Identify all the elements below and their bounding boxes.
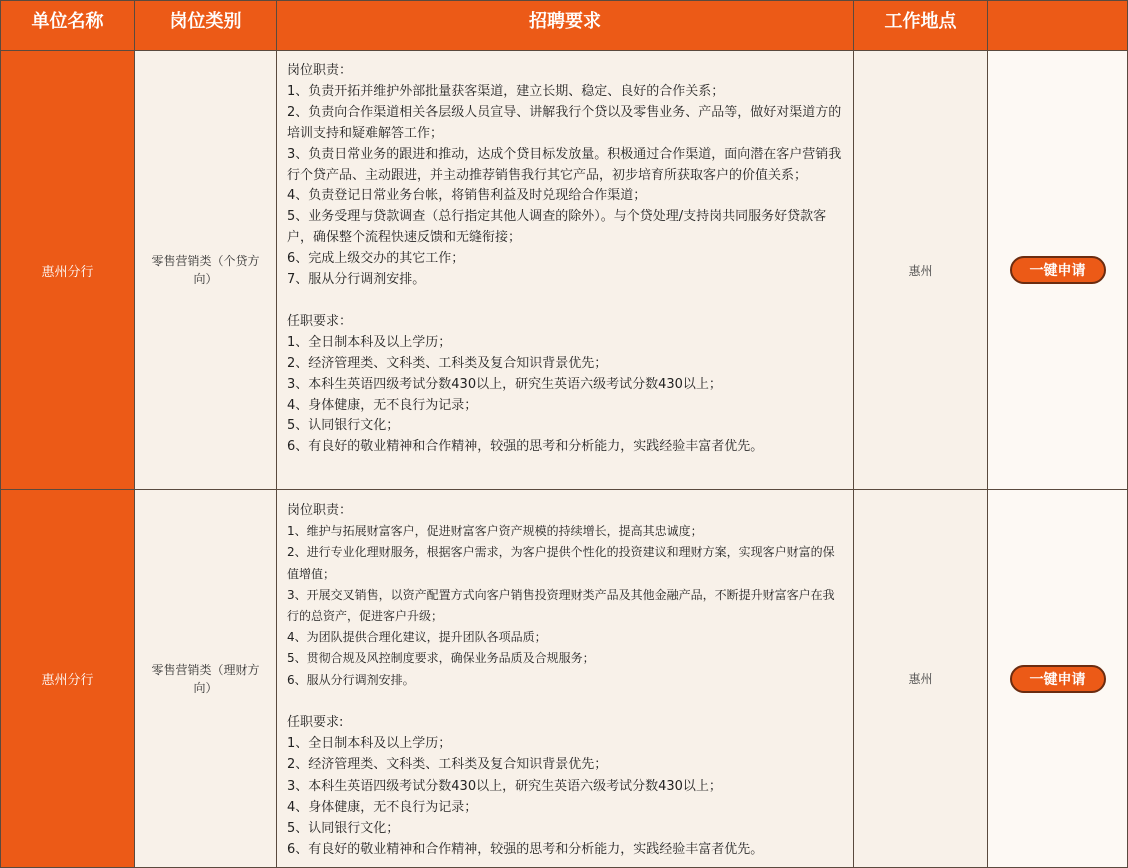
row-1-location: 惠州 (853, 50, 988, 490)
apply-button[interactable]: 一键申请 (1010, 665, 1106, 693)
requirement-line: 1、全日制本科及以上学历； (287, 334, 452, 350)
requirement-line: 岗位职责： (287, 63, 353, 78)
requirement-line: 4、为团队提供合理化建议，提升团队各项品质； (287, 630, 547, 645)
requirement-line: 2、经济管理类、文科类、工科类及复合知识背景优先； (287, 757, 608, 773)
requirement-line: 2、负责向合作渠道相关各层级人员宣导、讲解我行个贷以及零售业务、产品等，做好对渠道方的培训支持和疑难解答工作； (287, 104, 842, 141)
header-location: 工作地点 (853, 0, 988, 51)
row-1-org: 惠州分行 (0, 50, 135, 490)
requirement-line: 5、业务受理与贷款调查（总行指定其他人调查的除外）。与个贷处理/支持岗共同服务好贷款客户，确保整个流程快速反馈和无缝衔接； (287, 209, 827, 246)
header-category: 岗位类别 (134, 0, 277, 51)
row-1-requirements (276, 50, 854, 490)
row-1-requirements-list (287, 61, 843, 458)
requirement-line: 任职要求: (287, 715, 344, 731)
requirement-line: 4、负责登记日常业务台帐，将销售利益及时兑现给合作渠道； (287, 188, 647, 204)
requirement-line: 1、全日制本科及以上学历； (287, 736, 452, 752)
header-apply (987, 0, 1128, 51)
requirement-line: 3、本科生英语四级考试分数430以上，研究生英语六级考试分数430以上； (287, 376, 722, 392)
requirement-line (287, 291, 843, 312)
requirement-line: 1、维护与拓展财富客户，促进财富客户资产规模的持续增长，提高其忠诚度； (287, 524, 703, 539)
header-org: 单位名称 (0, 0, 135, 51)
row-2-requirements-list (287, 500, 843, 860)
requirement-line: 5、贯彻合规及风控制度要求，确保业务品质及合规服务； (287, 651, 595, 666)
header-requirements: 招聘要求 (276, 0, 854, 51)
apply-button[interactable]: 一键申请 (1010, 256, 1106, 284)
row-2-category: 零售营销类（理财方向） (134, 489, 277, 868)
requirement-line: 2、进行专业化理财服务，根据客户需求，为客户提供个性化的投资建议和理财方案，实现客户财富的保值增值； (287, 545, 835, 581)
requirement-line: 3、负责日常业务的跟进和推动，达成个贷目标发放量。积极通过合作渠道，面向潜在客户营销我行个贷产品、主动跟进，并主动推荐销售我行其它产品，初步培育所获取客户的价值关系； (287, 146, 842, 183)
row-1-category: 零售营销类（个贷方向） (134, 50, 277, 490)
row-2-requirements (276, 489, 854, 868)
requirement-line: 6、有良好的敬业精神和合作精神，较强的思考和分析能力，实践经验丰富者优先。 (287, 439, 764, 455)
row-1-apply-cell (987, 50, 1128, 490)
requirement-line: 3、本科生英语四级考试分数430以上，研究生英语六级考试分数430以上； (287, 778, 722, 794)
requirement-line: 5、认同银行文化； (287, 418, 400, 434)
requirement-line: 岗位职责： (287, 503, 353, 518)
requirement-line: 任职要求： (287, 313, 353, 329)
requirement-line: 5、认同银行文化； (287, 821, 400, 837)
row-2-apply-cell (987, 489, 1128, 868)
requirement-line: 6、有良好的敬业精神和合作精神，较强的思考和分析能力，实践经验丰富者优先。 (287, 842, 764, 858)
row-2-location: 惠州 (853, 489, 988, 868)
row-2-org: 惠州分行 (0, 489, 135, 868)
requirement-line: 4、身体健康，无不良行为记录； (287, 799, 478, 815)
requirement-line (287, 691, 843, 712)
requirement-line: 6、服从分行调剂安排。 (287, 672, 415, 687)
requirement-line: 4、身体健康，无不良行为记录； (287, 397, 478, 413)
requirement-line: 2、经济管理类、文科类、工科类及复合知识背景优先； (287, 355, 608, 371)
requirement-line: 1、负责开拓并维护外部批量获客渠道，建立长期、稳定、良好的合作关系； (287, 83, 725, 99)
requirement-line: 6、完成上级交办的其它工作； (287, 251, 465, 267)
requirement-line: 3、开展交叉销售，以资产配置方式向客户销售投资理财类产品及其他金融产品，不断提升财富客户在我行的总资产，促进客户升级； (287, 587, 835, 624)
requirement-line: 7、服从分行调剂安排。 (287, 272, 426, 288)
